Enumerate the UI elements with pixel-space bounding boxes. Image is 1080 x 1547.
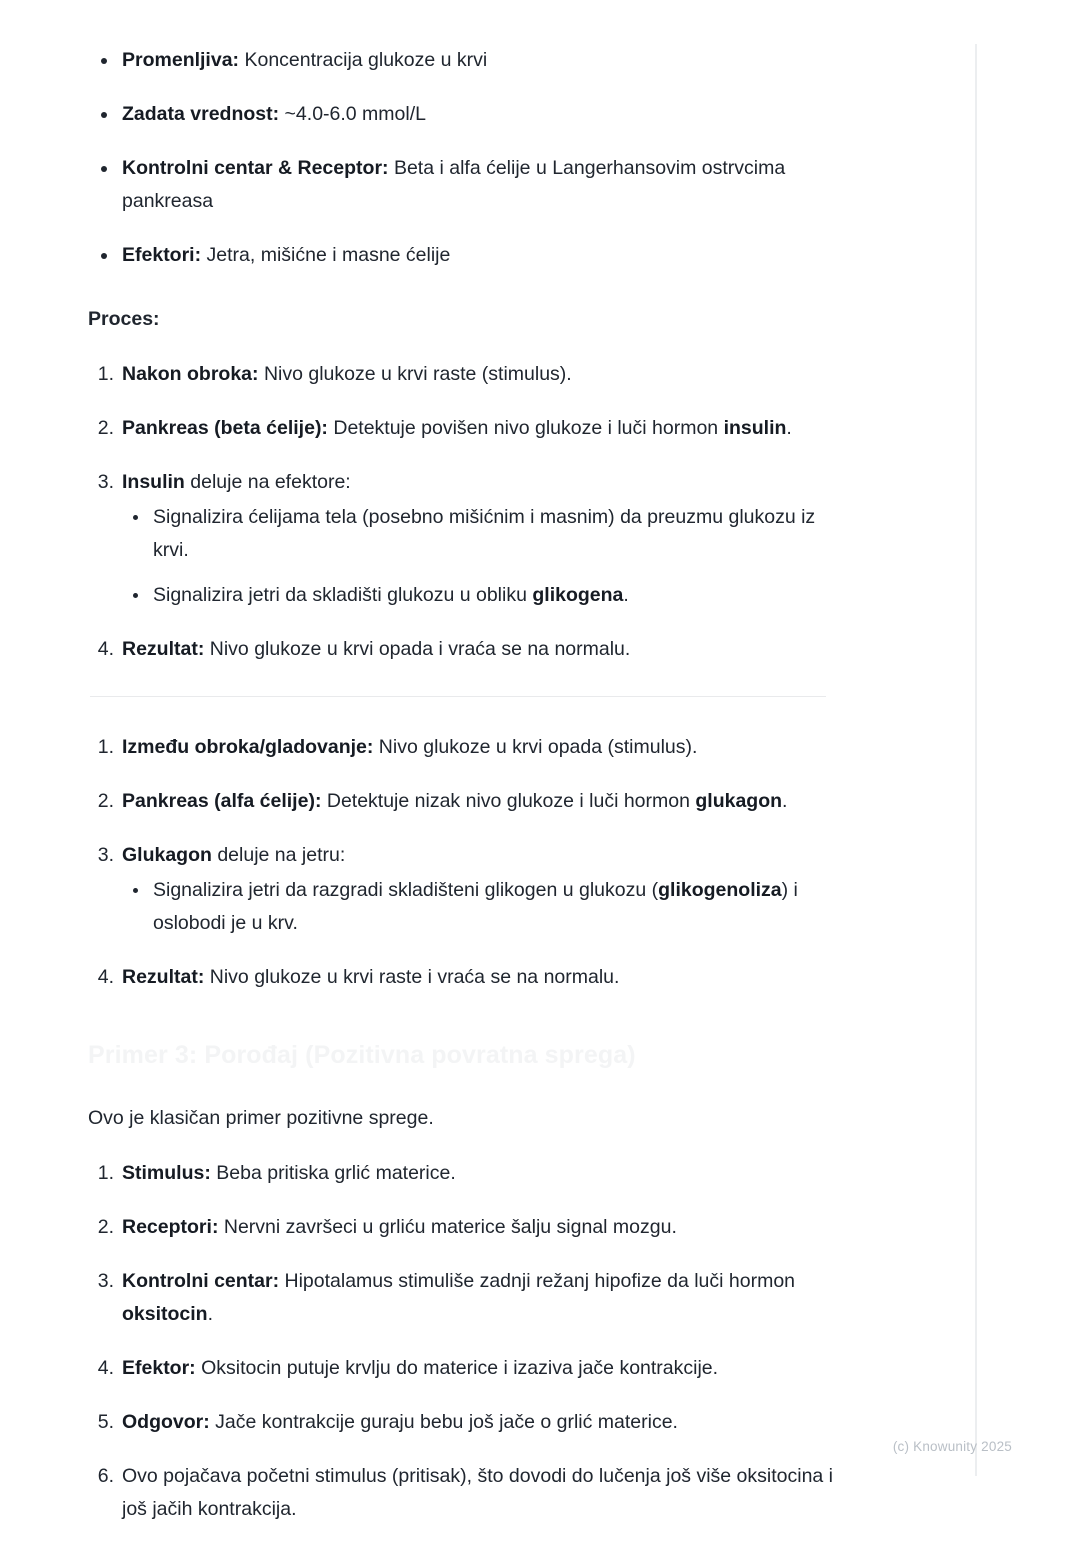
component-text: Jetra, mišićne i masne ćelije [201,244,451,266]
component-label: Promenljiva: [122,49,240,71]
list-item [88,1352,848,1385]
birth-intro-paragraph: Ovo je klasičan primer pozitivne sprege. [88,1107,434,1129]
list-item [88,44,848,77]
spacer [88,1015,848,1038]
component-label: Kontrolni centar & Receptor: [122,157,389,179]
component-label: Efektori: [122,244,202,266]
spacer [88,293,848,303]
step-text: Detektuje povišen nivo glukoze i luči hormon [327,417,724,439]
step-label-end: glukagon [695,790,783,812]
list-item [122,501,848,567]
step-text: Ovo pojačava početni stimulus (pritisak), što dovodi do lučenja još više oksitocina i još jačih kontrakcija. [122,1465,834,1520]
component-text: Beta i alfa ćelije u Langerhansovim ostrvcima pankreasa [122,157,786,212]
list-item [88,1460,848,1526]
subitem-tail: . [623,584,629,606]
insulin-steps-list [88,358,848,666]
component-text: ~4.0-6.0 mmol/L [279,103,426,125]
list-item [88,358,848,391]
list-item [88,961,848,994]
list-item [88,785,848,818]
step-text: Oksitocin putuje krvlju do materice i izaziva jače kontrakcije. [195,1357,719,1379]
step-label-end: insulin [723,417,787,439]
process-heading: Proces: [88,308,160,330]
watermark: (c) Knowunity 2025 [892,1439,1012,1454]
list-item [88,1265,848,1331]
glucagon-steps-list [88,731,848,994]
component-text: Koncentracija glukoze u krvi [239,49,488,71]
step-label: Pankreas (alfa ćelije): [122,790,322,812]
list-item [88,152,848,218]
step-text-end: . [786,417,792,439]
list-item [88,1157,848,1190]
list-item [122,579,848,612]
birth-steps-list [88,1157,848,1526]
step-text-end: . [207,1303,214,1325]
step-text: Nervni završeci u grliću materice šalju signal mozgu. [218,1216,677,1238]
list-item [88,466,848,612]
insulin-effects-sublist [122,501,848,612]
subitem-text: Signalizira ćelijama tela (posebno mišićnim i masnim) da preuzmu glukozu iz krvi. [153,506,816,561]
step-label: Glukagon [122,844,212,866]
step-text: deluje na jetru: [211,844,346,866]
list-item [88,731,848,764]
list-item [88,1211,848,1244]
step-label: Rezultat: [122,638,205,660]
step-text-end: . [782,790,788,812]
section-heading-primer-3: Primer 3: Porođaj (Pozitivna povratna sprega) [88,1041,636,1069]
step-label: Rezultat: [122,966,205,988]
step-label: Kontrolni centar: [122,1270,280,1292]
list-item [88,98,848,131]
step-text: Jače kontrakcije guraju bebu još jače o grlić materice. [209,1411,678,1433]
page-edge-rule [975,44,977,1476]
step-label-end: oksitocin [122,1303,208,1325]
subitem-text: Signalizira jetri da skladišti glukozu u obliku [153,584,533,606]
list-item [88,412,848,445]
step-label: Receptori: [122,1216,219,1238]
list-item [88,239,848,272]
subitem-text: Signalizira jetri da razgradi skladišteni glikogen u glukozu ( [153,879,659,901]
step-label: Između obroka/gladovanje: [122,736,374,758]
step-text: Detektuje nizak nivo glukoze i luči hormon [321,790,696,812]
step-label: Nakon obroka: [122,363,259,385]
glucagon-effects-sublist [122,874,848,940]
subitem-bold-tail: glikogena [532,584,624,606]
step-text: Nivo glukoze u krvi opada i vraća se na normalu. [204,638,631,660]
step-text: Nivo glukoze u krvi opada (stimulus). [373,736,698,758]
section-divider [90,696,826,697]
step-label: Efektor: [122,1357,196,1379]
step-label: Insulin [122,471,185,493]
step-text: Nivo glukoze u krvi raste i vraća se na normalu. [204,966,620,988]
step-text: Beba pritiska grlić materice. [210,1162,456,1184]
step-text: deluje na efektore: [184,471,351,493]
step-label: Pankreas (beta ćelije): [122,417,328,439]
step-label: Odgovor: [122,1411,210,1433]
document-content [88,44,848,1547]
subitem-bold-mid: glikogenoliza [658,879,782,901]
list-item [88,1406,848,1439]
step-text: Hipotalamus stimuliše zadnji režanj hipofize da luči hormon [279,1270,796,1292]
homeostasis-components-list [88,44,848,272]
list-item [122,874,848,940]
subitem-tail: ) i oslobodi je u krv. [153,879,798,934]
list-item [88,633,848,666]
component-label: Zadata vrednost: [122,103,280,125]
step-label: Stimulus: [122,1162,211,1184]
step-text: Nivo glukoze u krvi raste (stimulus). [258,363,572,385]
list-item [88,839,848,940]
